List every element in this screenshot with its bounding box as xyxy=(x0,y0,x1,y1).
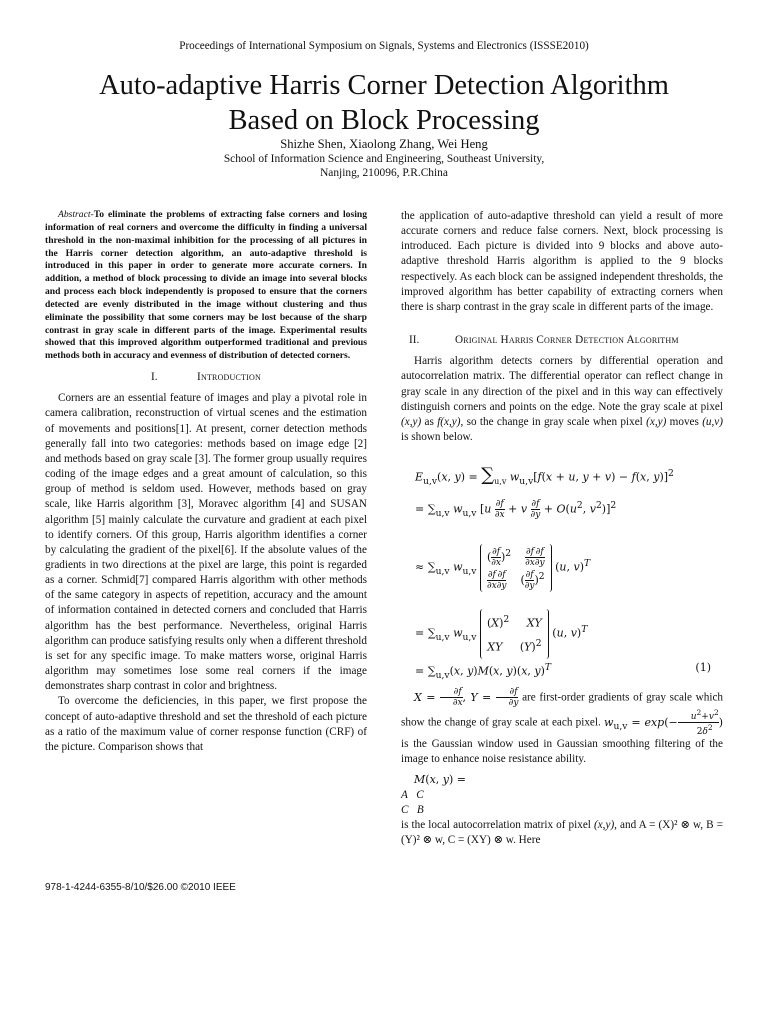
gradient-definition: X = $\frac{\partial f}{\partial x}$ , Y = $\frac{\partial f}{\partial y}$ xyxy=(414,687,519,709)
section-heading-harris xyxy=(401,333,723,348)
harris-paragraph-3 xyxy=(401,772,723,788)
gradient-description: are first-order gradients of gray scale which show the change of gray scale at each pixel. xyxy=(401,691,724,729)
harris-text-g: moves xyxy=(666,415,703,428)
gaussian-window-definition: $w_{u,v} = \exp(-$ $\frac{u^2+v^2}{2\delta^2}$ ) xyxy=(604,708,724,738)
title-line-2: Based on Block Processing xyxy=(228,105,540,136)
equation-line-4: = $\sum_{u,v}$ $w_{u,v}$ $(X)^2$ XY XY $(Y)^2$ (u, v)$^T$ xyxy=(415,605,723,655)
intro-paragraph-1: Corners are an essential feature of images and play a pivotal role in camera calibration, reconstruction of virtual scenes and the estimation of movements and positions[1]. At present, corner detection methods generally fall into two categories: methods based on image edge [2] and methods based on gray scale [3]. The former group usually requires coding of the image edges and a great amount of calculation, so this group of method is seldom used. However, methods based on gray scale, like Harris algorithm [3], Moravec algorithm [4] and SUSAN algorithm [5] mainly calculate the curvature and gradient at each pixel to identify corners. Of this group, Harris algorithm identifies a corner by calculating the gradient of the pixel[6]. If the absolute values of the gradients in two directions at the pixel are large, this point is regarded as a corner. Schmid[7] compared Harris algorithm with other methods of the same category in aspects of repetition, accuracy and the amount of information contained in detected corners and concluded that Harris algorithm has the best performance. Nevertheless, original Harris algorithm can produce satisfying results only when a different threshold is set for any specific image. To make matters worse, original Harris algorithm may sometimes lose some real corners if the image demonstrates sharp contrast in color and brightness. xyxy=(45,392,367,693)
matrix-components: , and A = (X)² ⊗ w, B = (Y)² ⊗ w, C = (XY) ⊗ w. Here xyxy=(401,818,724,847)
affiliation xyxy=(0,152,768,180)
abstract-label: Abstract- xyxy=(58,209,94,220)
left-column xyxy=(45,209,367,755)
harris-text-c: as xyxy=(421,415,438,428)
abstract xyxy=(45,209,367,363)
harris-paragraph-1 xyxy=(401,354,723,445)
autocorrelation-matrix: M(x, y) = xyxy=(414,772,470,786)
copyright-footer: 978-1-4244-6355-8/10/$26.00 ©2010 IEEE xyxy=(45,882,236,893)
paper-title xyxy=(0,68,768,138)
section-heading-introduction xyxy=(45,370,367,385)
equation-line-2: = $\sum_{u,v}$ $w_{u,v}$ [u $\frac{\partial f}{\partial x}$ + v $\frac{\partial f}{\partial y}$ + $O(u^2$, $v^2)]^2$ xyxy=(415,499,617,521)
section-number: II. xyxy=(409,334,420,347)
matrix-description: is the local autocorrelation matrix of pixel xyxy=(401,818,591,831)
equation-line-3: ≈ $\sum_{u,v}$ $w_{u,v}$ ( $\frac{\partial f}{\partial x}$ )$^2$ $\frac{\partial f}{\partial x}$ $\frac{\partial f}{\partial y}$ $\frac{\partial f}{\partial x}$ $\frac{\partial f}{\partial y}$ ( $\frac{\partial f}{\partial y}$ )$^2$ (u, v)$^T$ xyxy=(415,523,723,605)
harris-text-i: is shown below. xyxy=(401,431,473,444)
harris-text-f: (x,y) xyxy=(646,415,667,428)
intro-paragraph-2: To overcome the deficiencies, in this paper, we first propose the concept of auto-adaptive threshold and set the threshold of each picture as a ratio of the maximum value of corner response function (CRF) of the picture. Comparison shows that xyxy=(45,695,367,753)
harris-text-b: (x,y) xyxy=(401,415,422,428)
equation-number: (1) xyxy=(695,661,711,675)
affiliation-line-1: School of Information Science and Engineering, Southeast University, xyxy=(223,153,545,165)
conference-header: Proceedings of International Symposium on Signals, Systems and Electronics (ISSSE2010) xyxy=(179,40,589,52)
harris-paragraph-2 xyxy=(401,687,723,767)
harris-text-h: (u,v) xyxy=(702,415,723,428)
title-line-1: Auto-adaptive Harris Corner Detection Algorithm xyxy=(99,70,669,101)
right-column: the application of auto-adaptive threshold can yield a result of more accurate corners and reduce false corners. Next, block processing is introduced. Each picture is divided into 9 blocks and above auto-adaptive threshold Harris algorithm is applied to the 9 blocks respectively. As each block can be assigned independent thresholds, the improved algorithm has better capability of extracting corners when there is sharp contrast in the gray scale in different parts of the image. II. Original Harris Corner Detection Algorithm Harris algorithm detects corners by differential operation and autocorrelation matrix. The differential operator can reflect change in gray scale in any direction of the pixel and in this way can effectively distinguish corners and points on the edge. Note the gray scale at pixel (x,y) as f(x,y), so the change in gray scale when pixel (x,y) moves (u,v) is shown below. $E_{u,v}(x$, $y) = \sum_{u,v}$ $w_{u,v}[f(x + u$, y + v) − f(x, y)]$^2$ = $\sum_{u,v}$ $w_{u,v}$ [u $\frac{\partial f}{\partial x}$ + v $\frac{\partial f}{\partial y}$ + $O(u^2$, $v^2)]^2$ ≈ $\sum_{u,v}$ $w_{u,v}$ ( $\frac{\partial f}{\partial x}$ )$^2$ $\frac{\partial f}{\partial x}$ $\frac{\partial f}{\partial y}$ $\frac{\partial f}{\partial x}$ $\frac{\partial f}{\partial y}$ ( $\frac{\partial f}{\partial y}$ )$^2$ (u, v)$^T$ = $\sum_{u,v}$ $w_{u,v}$ $(X)^2$ XY XY $(Y)^2$ (u, v)$^T$ = $\sum_{u,v}(x$, y)M(x, y)(x, y)$^T$ (1) X = $\frac{\partial f}{\partial x}$ , Y = $\frac{\partial f}{\partial y}$ are first-order gradients of gray scale which show the change of gray scale at each pixel. $w_{u,v} = \exp(-$ $\frac{u^2+v^2}{2\delta^2}$ ) is the Gaussian window used in Gaussian smoothing filtering of the image to enhance noise resistance ability. M(x, y) = A C C B is the local autocorrelation matrix of pixel (x,y), and A = (X)² ⊗ w, B = (Y)² ⊗ w, C = (XY) ⊗ w. Here xyxy=(401,210,724,847)
harris-text-d: f(x,y) xyxy=(437,415,461,428)
harris-text-a: Harris algorithm detects corners by differential operation and autocorrelation matrix. The differential operator can reflect change in gray scale in any direction of the pixel and in this way can effectively distinguish corners and points on the edge. Note the gray scale at pixel xyxy=(401,355,723,413)
affiliation-line-2: Nanjing, 210096, P.R.China xyxy=(320,167,448,179)
abstract-text: To eliminate the problems of extracting false corners and losing information of real corners and overcome the difficulty in finding a universal threshold in the non-maximal inhibition for the processing of all pictures in the Harris corner detection algorithm, an auto-adaptive threshold is introduced in this paper in order to generate more accurate corners. In addition, a method of block processing to divide an image into several blocks and process each block independently is proposed to ensure that the corners detected are evenly distributed in the image without clustering and thus eliminate the possibility that some corners may be lost because of the sharp contrast in gray scale in different parts of the image. Experimental results showed that this improved algorithm outperformed traditional and previous methods both in accuracy and evenness of distribution of detected corners. xyxy=(45,209,367,362)
author-list: Shizhe Shen, Xiaolong Zhang, Wei Heng xyxy=(280,137,488,151)
section-title: Original Harris Corner Detection Algorithm xyxy=(455,334,679,347)
matrix-pixel: (x,y) xyxy=(593,818,615,831)
equation-block xyxy=(415,459,723,681)
section-number: I. xyxy=(151,371,158,384)
equation-line-5: = $\sum_{u,v}(x$, y)M(x, y)(x, y)$^T$ (1) xyxy=(415,655,723,681)
gaussian-description: is the Gaussian window used in Gaussian smoothing filtering of the image to enhance noise resistance ability. xyxy=(401,738,723,766)
intro-paragraph-2-continued: the application of auto-adaptive threshold can yield a result of more accurate corners and reduce false corners. Next, block processing is introduced. Each picture is divided into 9 blocks and above auto-adaptive threshold Harris algorithm is applied to the 9 blocks respectively. As each block can be assigned independent thresholds, the improved algorithm has better capability of extracting corners when there is sharp contrast in the gray scale in different parts of the image. xyxy=(401,210,723,313)
harris-text-e: , so the change in gray scale when pixel xyxy=(460,415,647,428)
section-title: Introduction xyxy=(197,371,261,384)
equation-line-1: $E_{u,v}(x$, $y) = \sum_{u,v}$ $w_{u,v}[f(x + u$, y + v) − f(x, y)]$^2$ xyxy=(415,464,674,488)
